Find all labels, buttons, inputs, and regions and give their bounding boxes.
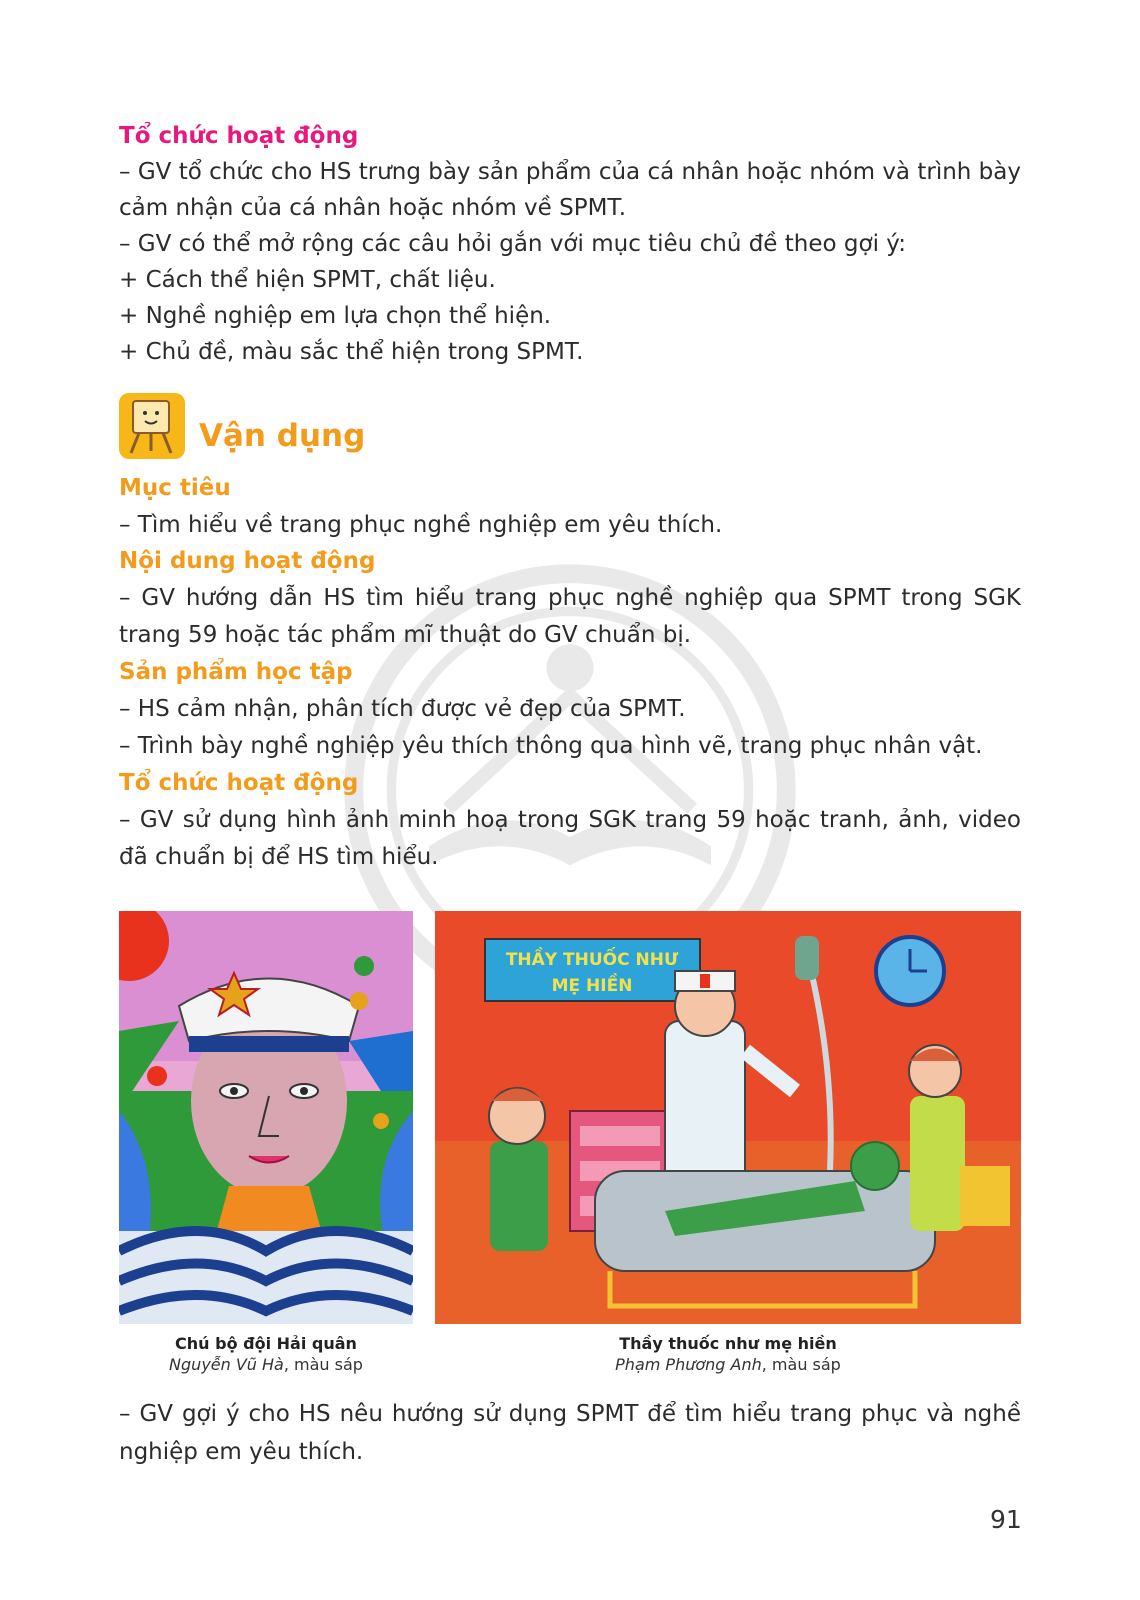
caption-title: Chú bộ đội Hải quân — [175, 1334, 357, 1353]
main-content — [119, 118, 1021, 876]
page-number: 91 — [990, 1505, 1022, 1534]
caption-right — [435, 1333, 1021, 1375]
section-title: Vận dụng — [199, 418, 366, 454]
text-line: + Cách thể hiện SPMT, chất liệu. — [119, 267, 496, 293]
drawing-doctor — [435, 911, 1021, 1324]
easel-mascot-icon — [119, 393, 185, 459]
caption-title: Thầy thuốc như mẹ hiền — [619, 1334, 837, 1353]
caption-credit — [119, 1354, 413, 1375]
heading-to-chuc-2: Tổ chức hoạt động — [119, 770, 359, 796]
heading-muc-tieu: Mục tiêu — [119, 475, 231, 501]
caption-left — [119, 1333, 413, 1375]
heading-to-chuc-1: Tổ chức hoạt động — [119, 123, 359, 149]
text-line: – HS cảm nhận, phân tích được vẻ đẹp của SPMT. — [119, 696, 686, 722]
text-line: – GV tổ chức cho HS trưng bày sản phẩm của cá nhân hoặc nhóm và trình bày cảm nhận của cá nhân hoặc nhóm về SPMT. — [119, 159, 1021, 221]
heading-san-pham: Sản phẩm học tập — [119, 659, 353, 685]
caption-medium: , màu sáp — [283, 1355, 363, 1374]
text-line: – GV hướng dẫn HS tìm hiểu trang phục nghề nghiệp qua SPMT trong SGK trang 59 hoặc tác phẩm mĩ thuật do GV chuẩn bị. — [119, 585, 1021, 648]
text-line: – GV có thể mở rộng các câu hỏi gắn với mục tiêu chủ đề theo gợi ý: — [119, 231, 906, 257]
text-line: – Trình bày nghề nghiệp yêu thích thông qua hình vẽ, trang phục nhân vật. — [119, 733, 983, 759]
text-line: – Tìm hiểu về trang phục nghề nghiệp em yêu thích. — [119, 512, 723, 538]
heading-noi-dung: Nội dung hoạt động — [119, 548, 376, 574]
drawing-navy-soldier — [119, 911, 413, 1324]
section-header-van-dung — [119, 390, 1021, 462]
caption-author: Nguyễn Vũ Hà — [169, 1355, 284, 1374]
sign-text-line1: THẦY THUỐC NHƯ — [505, 950, 679, 970]
sign-text-line2: MẸ HIỀN — [551, 976, 633, 996]
text-line: + Nghề nghiệp em lựa chọn thể hiện. — [119, 303, 552, 329]
caption-credit — [435, 1354, 1021, 1375]
after-figures-text — [119, 1395, 1021, 1471]
caption-author: Phạm Phương Anh — [615, 1355, 762, 1374]
caption-medium: , màu sáp — [761, 1355, 841, 1374]
figures — [119, 911, 1021, 1331]
text-line: – GV gợi ý cho HS nêu hướng sử dụng SPMT để tìm hiểu trang phục và nghề nghiệp em yêu thích. — [119, 1401, 1021, 1465]
text-line: – GV sử dụng hình ảnh minh hoạ trong SGK trang 59 hoặc tranh, ảnh, video đã chuẩn bị để HS tìm hiểu. — [119, 807, 1021, 870]
text-line: + Chủ đề, màu sắc thể hiện trong SPMT. — [119, 339, 584, 365]
